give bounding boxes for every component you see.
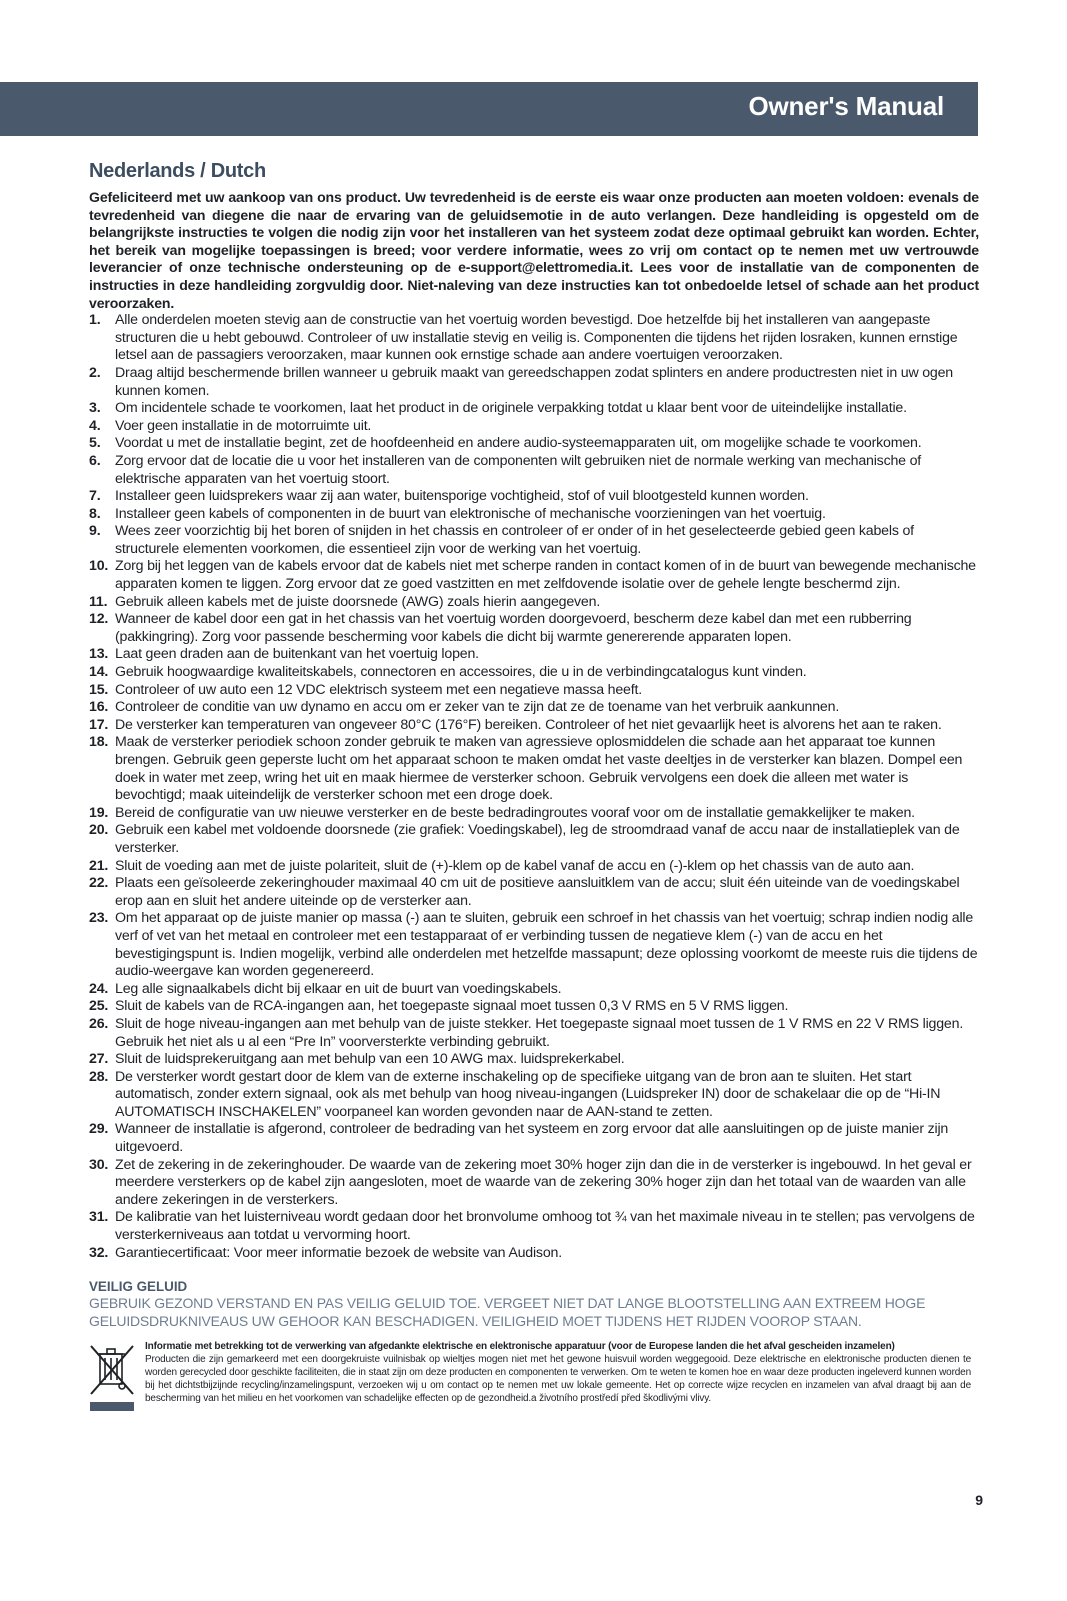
- list-item: [89, 717, 979, 735]
- list-item: [89, 998, 979, 1016]
- header-bar: [0, 82, 978, 136]
- list-item: [89, 910, 979, 980]
- list-item-text: Om incidentele schade te voorkomen, laat het product in de originele verpakking totdat u klaar bent voor de uiteindelijke installatie.: [115, 400, 907, 417]
- manual-title: Owner's Manual: [748, 91, 944, 121]
- list-item: [89, 400, 979, 418]
- list-item-text: Sluit de luidsprekeruitgang aan met behulp van een 10 AWG max. luidsprekerkabel.: [115, 1051, 625, 1068]
- list-item-number: 25.: [89, 998, 109, 1015]
- list-item-text: De kalibratie van het luisterniveau wordt gedaan door het bronvolume omhoog tot ¾ van het maximale niveau in te stellen; pas vervolgens de versterkerniveaus aan totdat u vervorming hoort.: [115, 1209, 975, 1244]
- list-item-number: 30.: [89, 1156, 109, 1173]
- list-item-text: De versterker wordt gestart door de klem van de externe inschakeling op de specifieke uitgang van de bron aan te sluiten. Het start automatisch, zonder extern signaal, ook als met behulp van hoog niveau-ingangen (Luidspreker IN) door de schakelaar die op de “Hi-IN AUTOMATISCH INSCHAKELEN” voorpaneel kan worden gevonden naar de AAN-stand te zetten.: [115, 1068, 941, 1120]
- safe-sound-text: GEBRUIK GEZOND VERSTAND EN PAS VEILIG GELUID TOE. VERGEET NIET DAT LANGE BLOOTSTELLING AAN EXTREEM HOGE GELUIDSDRUKNIVEAUS UW GEHOOR KAN BESCHADIGEN. VEILIGHEID MOET TIJDENS HET RIJDEN VOOROP STAAN.: [89, 1295, 926, 1329]
- list-item-text: Laat geen draden aan de buitenkant van het voertuig lopen.: [115, 646, 479, 663]
- list-item: [89, 1069, 979, 1122]
- list-item-text: Maak de versterker periodiek schoon zonder gebruik te maken van agressieve oplosmiddelen die schade aan het apparaat toe kunnen brengen. Gebruik geen geperste lucht om het apparaat schoon te maken omdat het vaste deeltjes in de versterker kan blazen. Dompel een doek in water met zeep, wring het uit en maak hiermee de versterker schoon. Gebruik vervolgens een doek die alleen met water is bevochtigd; maak uiteindelijk de versterker schoon met een droge doek.: [115, 734, 963, 804]
- list-item-number: 32.: [89, 1244, 109, 1261]
- list-item: [89, 805, 979, 823]
- list-item-number: 15.: [89, 681, 109, 698]
- list-item: [89, 453, 979, 488]
- list-item-number: 31.: [89, 1209, 109, 1226]
- list-item-text: Wees zeer voorzichtig bij het boren of snijden in het chassis en controleer of er onder of in het geselecteerde gebied geen kabels of structurele elementen voorkomen, die essentieel zijn voor de werking van het voertuig.: [115, 523, 914, 557]
- list-item-number: 4.: [89, 417, 101, 434]
- list-item: [89, 418, 979, 436]
- list-item: [89, 1016, 979, 1051]
- list-item: [89, 1121, 979, 1156]
- weee-body: Producten die zijn gemarkeerd met een doorgekruiste vuilnisbak op wieltjes mogen niet met het gewone huisvuil worden weggegooid. Deze elektrische en elektronische producten dienen te worden gerecycled door geschikte faciliteiten, die in staat zijn om deze producten en componenten te verwerken. Om te weten te komen hoe en waar deze producten ingeleverd kunnen worden bij het dichtstbijzijnde recycling/inzamelingspunt, verzoeken wij u om contact op te nemen met uw lokale gemeente. Het op correcte wijze recyclen en inzamelen van afval draagt bij aan de bescherming van het milieu en het voorkomen van schadelijke effecten op de gezondheid.a životního prostředí před škodlivými vlivy.: [145, 1354, 971, 1405]
- list-item: [89, 822, 979, 857]
- list-item-number: 22.: [89, 875, 109, 892]
- list-item-text: Alle onderdelen moeten stevig aan de constructie van het voertuig worden bevestigd. Doe hetzelfde bij het installeren van aangepaste structuren die u hebt gebouwd. Controleer of uw installatie stevig en veilig is. Componenten die tijdens het rijden losraken, kunnen ernstige letsel aan de passagiers veroorzaken, maar kunnen ook ernstige schade aan andere voertuigen veroorzaken.: [115, 312, 958, 364]
- list-item-text: Voordat u met de installatie begint, zet de hoofdeenheid en andere audio-systeemapparaten uit, om mogelijke schade te voorkomen.: [115, 435, 922, 452]
- list-item-number: 29.: [89, 1121, 109, 1138]
- content: [89, 160, 979, 1440]
- list-item-number: 16.: [89, 699, 109, 716]
- list-item-number: 2.: [89, 364, 101, 381]
- weee-notice: [89, 1340, 979, 1440]
- list-item-number: 9.: [89, 523, 101, 540]
- list-item-text: Sluit de kabels van de RCA-ingangen aan, het toegepaste signaal moet tussen 0,3 V RMS en 5 V RMS liggen.: [115, 998, 789, 1015]
- list-item: [89, 312, 979, 365]
- list-item-number: 20.: [89, 822, 109, 839]
- crossed-out-wheelie-bin-icon: [89, 1342, 135, 1414]
- list-item: [89, 875, 979, 910]
- list-item: [89, 646, 979, 664]
- safe-sound-title: VEILIG GELUID: [89, 1279, 188, 1295]
- list-item: [89, 699, 979, 717]
- list-item-number: 28.: [89, 1068, 109, 1085]
- list-item-number: 19.: [89, 804, 109, 821]
- list-item: [89, 664, 979, 682]
- list-item: [89, 981, 979, 999]
- list-item: [89, 435, 979, 453]
- list-item-text: Om het apparaat op de juiste manier op massa (-) aan te sluiten, gebruik een schroef in het chassis van het voertuig; schrap indien nodig alle verf of vet van het metaal en controleer met een testapparaat of er verbinding tussen de negatieve klem (-) van de accu en het bevestigingspunt is. Indien mogelijk, verbind alle onderdelen met hetzelfde massapunt; deze oplossing voorkomt de meeste ruis die tijdens de audio-weergave kan worden gegenereerd.: [115, 910, 978, 980]
- section-title: Nederlands / Dutch: [89, 160, 266, 182]
- list-item-number: 3.: [89, 400, 101, 417]
- list-item: [89, 1209, 979, 1244]
- list-item-text: Voer geen installatie in de motorruimte uit.: [115, 417, 372, 434]
- list-item-number: 5.: [89, 435, 101, 452]
- list-item-text: De versterker kan temperaturen van ongeveer 80°C (176°F) bereiken. Controleer of het niet gevaarlijk heet is alvorens het aan te raken.: [115, 716, 942, 733]
- list-item-number: 23.: [89, 910, 109, 927]
- list-item: [89, 1051, 979, 1069]
- list-item-text: Zorg bij het leggen van de kabels ervoor dat de kabels niet met scherpe randen in contact komen of in de buurt van bewegende mechanische apparaten komen te liggen. Zorg ervoor dat ze goed vastzitten en met zelfdovende isolatie over de gehele lengte beschermd zijn.: [115, 558, 976, 593]
- list-item: [89, 611, 979, 646]
- list-item-text: Bereid de configuratie van uw nieuwe versterker en de beste bedradingroutes vooraf voor om de installatie gemakkelijker te maken.: [115, 804, 915, 821]
- list-item: [89, 594, 979, 612]
- list-item-number: 26.: [89, 1015, 109, 1032]
- list-item-text: Installeer geen luidsprekers waar zij aan water, buitensporige vochtigheid, stof of vuil blootgesteld kunnen worden.: [115, 488, 809, 505]
- weee-title: Informatie met betrekking tot de verwerking van afgedankte elektrische en elektronische apparatuur (voor de Europese landen die het afval gescheiden inzamelen): [145, 1341, 895, 1353]
- page-number: 9: [975, 1492, 983, 1508]
- list-item-number: 14.: [89, 664, 109, 681]
- list-item-number: 27.: [89, 1051, 109, 1068]
- list-item-number: 7.: [89, 488, 101, 505]
- list-item-number: 13.: [89, 646, 109, 663]
- list-item-number: 12.: [89, 611, 109, 628]
- weee-text: [145, 1340, 971, 1405]
- list-item-number: 8.: [89, 505, 101, 522]
- list-item: [89, 558, 979, 593]
- list-item-number: 18.: [89, 734, 109, 751]
- list-item: [89, 506, 979, 524]
- list-item-number: 24.: [89, 980, 109, 997]
- list-item: [89, 682, 979, 700]
- list-item-text: Zorg ervoor dat de locatie die u voor het installeren van de componenten wilt gebruiken niet de normale werking van mechanische of elektrische apparaten van het voertuig stoort.: [115, 452, 922, 487]
- list-item-text: Sluit de voeding aan met de juiste polariteit, sluit de (+)-klem op de kabel vanaf de accu en (-)-klem op het chassis van de auto aan.: [115, 857, 915, 874]
- list-item: [89, 523, 979, 558]
- list-item-text: Wanneer de kabel door een gat in het chassis van het voertuig worden doorgevoerd, bescherm deze kabel dan met een rubberring (pakkingring). Zorg voor passende bescherming voor kabels die dicht bij warmte genererende apparaten lopen.: [115, 611, 912, 645]
- list-item-text: Gebruik een kabel met voldoende doorsnede (zie grafiek: Voedingskabel), leg de stroomdraad vanaf de accu naar de installatieplek van de versterker.: [115, 822, 960, 856]
- list-item-number: 17.: [89, 716, 109, 733]
- list-item-text: Controleer de conditie van uw dynamo en accu om er zeker van te zijn dat ze de toename van het verbruik aankunnen.: [115, 699, 840, 716]
- list-item-number: 11.: [89, 593, 108, 610]
- list-item: [89, 488, 979, 506]
- list-item-text: Leg alle signaalkabels dicht bij elkaar en uit de buurt van voedingskabels.: [115, 980, 562, 997]
- list-item-number: 6.: [89, 452, 101, 469]
- list-item-text: Zet de zekering in de zekeringhouder. De waarde van de zekering moet 30% hoger zijn dan die in de versterker is ingebouwd. In het geval er meerdere versterkers op de kabel zijn aangesloten, moet de waarde van de zekering 30% hoger zijn dan het totaal van de waarden van alle andere zekeringen in de versterkers.: [115, 1156, 972, 1208]
- list-item: [89, 1245, 979, 1263]
- list-item-text: Gebruik hoogwaardige kwaliteitskabels, connectoren en accessoires, die u in de verbindingcatalogus kunt vinden.: [115, 664, 807, 681]
- list-item-number: 10.: [89, 558, 109, 575]
- list-item-text: Wanneer de installatie is afgerond, controleer de bedrading van het systeem en zorg ervoor dat alle aansluitingen op de juiste manier zijn uitgevoerd.: [115, 1121, 949, 1156]
- list-item: [89, 365, 979, 400]
- list-item-text: Sluit de hoge niveau-ingangen aan met behulp van de juiste stekker. Het toegepaste signaal moet tussen de 1 V RMS en 22 V RMS liggen. Gebruik het niet als u al een “Pre In” voorversterkte verbinding gebruikt.: [115, 1015, 964, 1050]
- list-item-text: Draag altijd beschermende brillen wanneer u gebruik maakt van gereedschappen zodat splinters en andere productresten niet in uw ogen kunnen komen.: [115, 364, 953, 399]
- list-item-number: 21.: [89, 857, 109, 874]
- list-item-text: Garantiecertificaat: Voor meer informatie bezoek de website van Audison.: [115, 1244, 562, 1261]
- list-item: [89, 734, 979, 804]
- list-item: [89, 858, 979, 876]
- list-item: [89, 1157, 979, 1210]
- list-item-text: Gebruik alleen kabels met de juiste doorsnede (AWG) zoals hierin aangegeven.: [115, 593, 601, 610]
- list-item-number: 1.: [89, 312, 101, 329]
- list-item-text: Installeer geen kabels of componenten in de buurt van elektronische of mechanische voorzieningen van het voertuig.: [115, 505, 826, 522]
- list-item-text: Controleer of uw auto een 12 VDC elektrisch systeem met een negatieve massa heeft.: [115, 681, 642, 698]
- instruction-list: [89, 312, 979, 1262]
- list-item-text: Plaats een geïsoleerde zekeringhouder maximaal 40 cm uit de positieve aansluitklem van de accu; sluit één uiteinde van de voedingskabel erop aan en sluit het andere uiteinde op de versterker aan.: [115, 875, 960, 909]
- intro-paragraph: Gefeliciteerd met uw aankoop van ons product. Uw tevredenheid is de eerste eis waar onze producten aan moeten voldoen: evenals de tevredenheid van diegene die naar de ervaring van de geluidsemotie in de auto verlangen. Deze handleiding is opgesteld om de belangrijkste instructies te volgen die nodig zijn voor het installeren van het systeem zodat deze optimaal gebruikt kan worden. Echter, het bereik van mogelijke toepassingen is breed; voor verdere informatie, wees zo vrij om contact op te nemen met uw vertrouwde leverancier of onze technische ondersteuning op de e-support@elettromedia.it. Lees voor de installatie van de componenten de instructies in deze handleiding zorgvuldig door. Niet-naleving van deze instructies kan tot onbedoelde letsel of schade aan het product veroorzaken.: [89, 189, 979, 311]
